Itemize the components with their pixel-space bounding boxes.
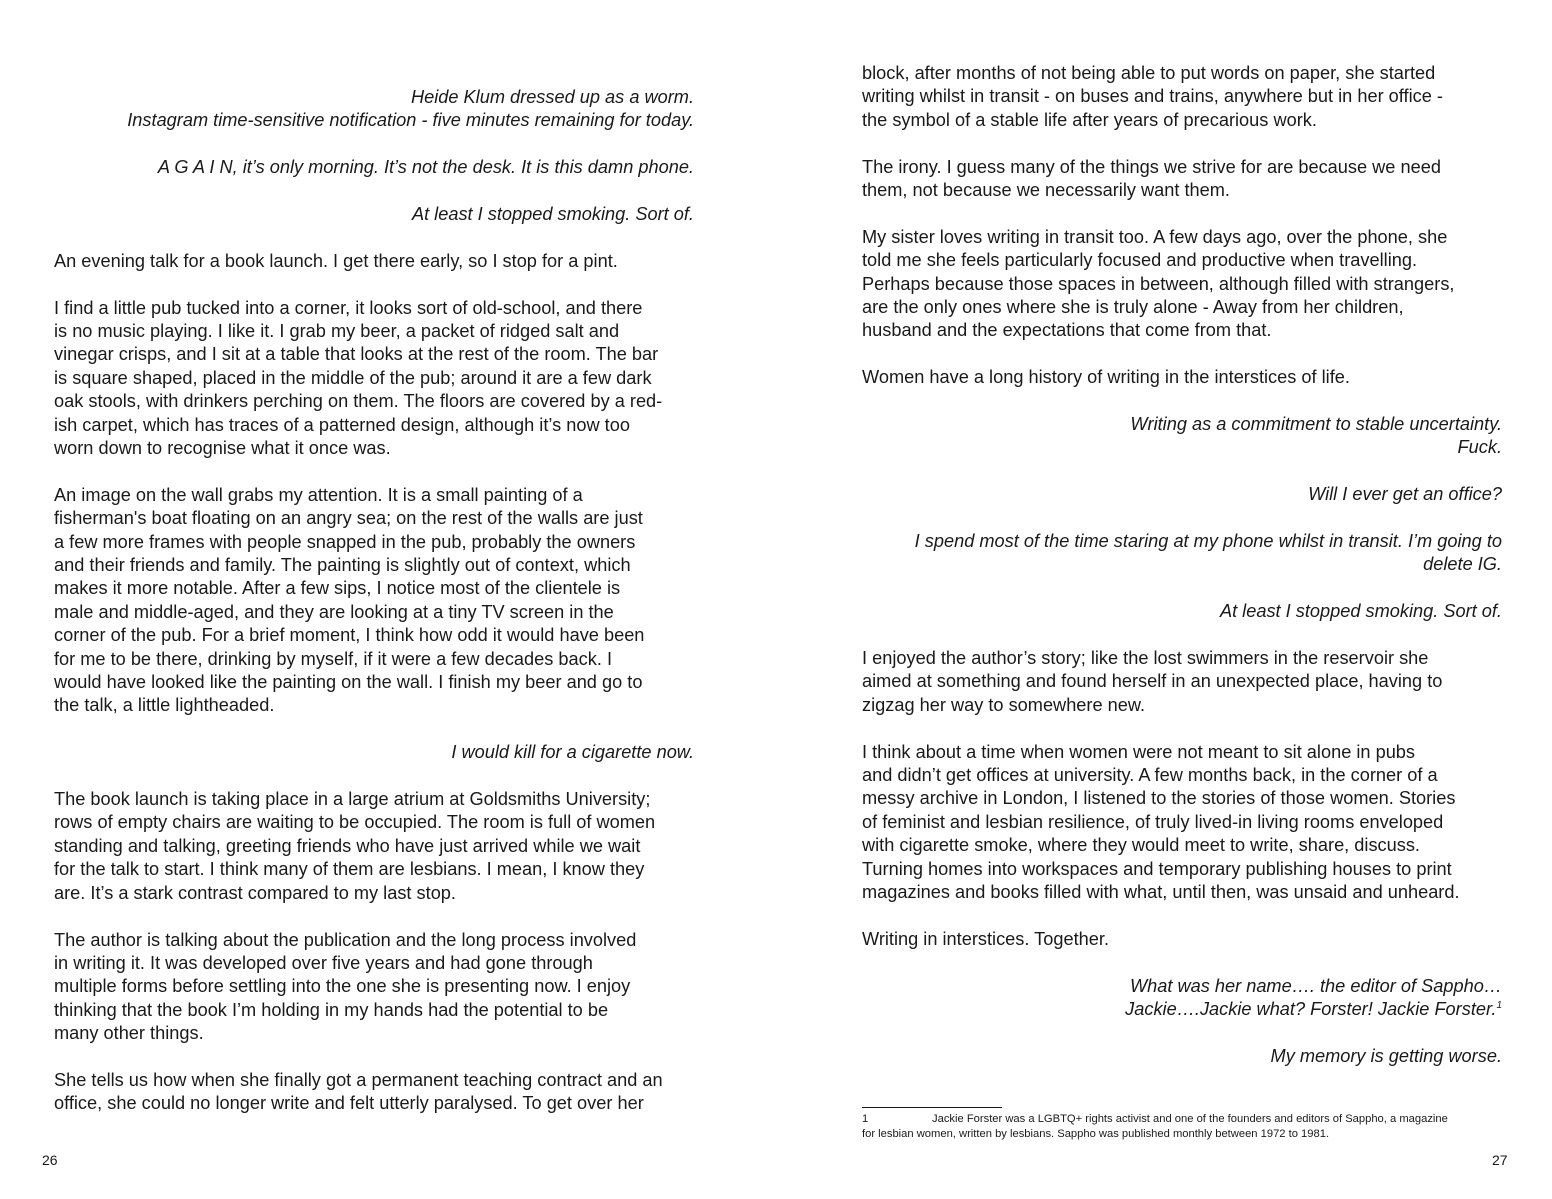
text-line: Perhaps because those spaces in between, although filled with strangers, [862, 273, 1455, 294]
text-line: makes it more notable. After a few sips, I notice most of the clientele is [54, 578, 621, 599]
text-line: many other things. [54, 1023, 204, 1044]
text-line: delete IG. [1423, 554, 1502, 575]
text-line: male and middle-aged, and they are looking at a tiny TV screen in the [54, 601, 614, 622]
footnote-reference[interactable]: 1 [1496, 1000, 1502, 1012]
text-line: a few more frames with people snapped in the pub, probably the owners [54, 531, 636, 552]
italic-aside [54, 741, 694, 764]
text-line: multiple forms before settling into the one she is presenting now. I enjoy [54, 976, 631, 997]
text-line: Writing as a commitment to stable uncertainty. [1130, 414, 1502, 435]
text-line: oak stools, with drinkers perching on them. The floors are covered by a red- [54, 391, 663, 412]
body-paragraph [54, 788, 694, 905]
text-line: What was her name…. the editor of Sappho… [1129, 975, 1502, 996]
text-line: thinking that the book I’m holding in my hands had the potential to be [54, 999, 609, 1020]
text-line: is no music playing. I like it. I grab my beer, a packet of ridged salt and [54, 321, 620, 341]
text-line: are. It’s a stark contrast compared to my last stop. [54, 882, 456, 903]
body-paragraph [862, 366, 1502, 389]
text-line: At least I stopped smoking. Sort of. [411, 204, 694, 224]
left-page-text-column [54, 86, 694, 1116]
text-line: and their friends and family. The painting is slightly out of context, which [54, 555, 631, 576]
text-line: At least I stopped smoking. Sort of. [1219, 601, 1502, 622]
body-paragraph [862, 156, 1502, 203]
body-paragraph [862, 741, 1502, 905]
body-paragraph [54, 250, 694, 273]
body-paragraph [862, 226, 1502, 343]
italic-aside [862, 413, 1502, 460]
text-line: I would kill for a cigarette now. [451, 742, 694, 763]
page-number-right: 27 [1492, 1152, 1508, 1168]
body-paragraph [54, 297, 694, 461]
body-paragraph [862, 647, 1502, 717]
text-line: Women have a long history of writing in the interstices of life. [862, 367, 1350, 388]
text-line: ish carpet, which has traces of a patterned design, although it’s now too [54, 414, 630, 435]
text-line: Will I ever get an office? [1308, 484, 1502, 505]
footnote-text-line: for lesbian women, written by lesbians. Sappho was published monthly between 1972 to 1981. [862, 1127, 1330, 1140]
body-paragraph [862, 62, 1502, 132]
text-line: vinegar crisps, and I sit at a table that looks at the rest of the room. The bar [54, 344, 659, 365]
text-line: for me to be there, drinking by myself, if it were a few decades back. I [54, 648, 613, 669]
text-line: writing whilst in transit - on buses and trains, anywhere but in her office - [862, 86, 1443, 107]
body-paragraph [862, 928, 1502, 951]
italic-aside [862, 600, 1502, 623]
italic-aside [862, 1045, 1502, 1068]
text-line: block, after months of not being able to put words on paper, she started [862, 63, 1436, 83]
footnote-divider [862, 1107, 1002, 1108]
text-line: I find a little pub tucked into a corner, it looks sort of old-school, and there [54, 297, 643, 318]
text-line: She tells us how when she finally got a permanent teaching contract and an [54, 1069, 663, 1090]
text-line: husband and the expectations that come from that. [862, 320, 1272, 341]
text-line: I enjoyed the author’s story; like the lost swimmers in the reservoir she [862, 648, 1429, 669]
text-line: Jackie….Jackie what? Forster! Jackie Forster. [1125, 999, 1497, 1020]
text-line: corner of the pub. For a brief moment, I think how odd it would have been [54, 625, 645, 646]
text-line: would have looked like the painting on the wall. I finish my beer and go to [54, 672, 643, 693]
text-line: is square shaped, placed in the middle of the pub; around it are a few dark [54, 367, 652, 388]
text-line: with cigarette smoke, where they would meet to write, share, discuss. [862, 835, 1420, 856]
body-paragraph [54, 1069, 694, 1116]
italic-aside [54, 156, 694, 179]
text-line: magazines and books filled with what, until then, was unsaid and unheard. [862, 882, 1460, 903]
footnote-text-line: Jackie Forster was a LGBTQ+ rights activist and one of the founders and editors of Sappho, a magazine [932, 1113, 1448, 1125]
text-line: of feminist and lesbian resilience, of truly lived-in living rooms enveloped [862, 811, 1444, 832]
text-line: The author is talking about the publication and the long process involved [54, 929, 637, 950]
text-line: for the talk to start. I think many of them are lesbians. I mean, I know they [54, 859, 645, 880]
text-line: I think about a time when women were not meant to sit alone in pubs [862, 741, 1416, 762]
text-line: rows of empty chairs are waiting to be occupied. The room is full of women [54, 812, 656, 833]
text-line: A G A I N, it’s only morning. It’s not the desk. It is this damn phone. [157, 157, 694, 178]
italic-aside [54, 86, 694, 133]
italic-aside [862, 530, 1502, 577]
page-number-left: 26 [42, 1152, 58, 1168]
text-line: Fuck. [1457, 437, 1502, 458]
text-line: The book launch is taking place in a large atrium at Goldsmiths University; [54, 789, 651, 810]
text-line: worn down to recognise what it once was. [54, 438, 391, 459]
right-page-text-column [862, 62, 1502, 1068]
text-line: messy archive in London, I listened to the stories of those women. Stories [862, 788, 1456, 809]
text-line: Instagram time-sensitive notification - five minutes remaining for today. [127, 110, 694, 131]
text-line: office, she could no longer write and felt utterly paralysed. To get over her [54, 1093, 644, 1114]
text-line: My sister loves writing in transit too. A few days ago, over the phone, she [862, 226, 1448, 247]
text-line: My memory is getting worse. [1270, 1045, 1502, 1066]
italic-aside [862, 483, 1502, 506]
text-line: Turning homes into workspaces and temporary publishing houses to print [862, 858, 1452, 879]
text-line: aimed at something and found herself in an unexpected place, having to [862, 671, 1443, 692]
text-line: An image on the wall grabs my attention. It is a small painting of a [54, 484, 583, 505]
text-line: told me she feels particularly focused and productive when travelling. [862, 250, 1418, 271]
italic-aside [54, 203, 694, 226]
text-line: The irony. I guess many of the things we strive for are because we need [862, 156, 1441, 177]
footnote-number: 1 [862, 1113, 869, 1125]
text-line: Writing in interstices. Together. [862, 928, 1109, 949]
text-line: I spend most of the time staring at my phone whilst in transit. I’m going to [914, 531, 1502, 552]
text-line: fisherman's boat floating on an angry sea; on the rest of the walls are just [54, 508, 643, 529]
italic-aside [862, 975, 1502, 1022]
text-line: the symbol of a stable life after years of precarious work. [862, 109, 1317, 130]
text-line: the talk, a little lightheaded. [54, 695, 275, 716]
right-page [776, 0, 1552, 1199]
text-line: them, not because we necessarily want them. [862, 180, 1230, 201]
text-line: standing and talking, greeting friends who have just arrived while we wait [54, 835, 641, 856]
body-paragraph [54, 484, 694, 718]
text-line: are the only ones where she is truly alone - Away from her children, [862, 297, 1404, 318]
text-line: An evening talk for a book launch. I get there early, so I stop for a pint. [54, 250, 618, 271]
footnote [862, 1112, 1502, 1141]
text-line: Heide Klum dressed up as a worm. [410, 87, 694, 107]
text-line: in writing it. It was developed over five years and had gone through [54, 952, 593, 973]
text-line: zigzag her way to somewhere new. [862, 694, 1146, 715]
body-paragraph [54, 929, 694, 1046]
text-line: and didn’t get offices at university. A few months back, in the corner of a [862, 765, 1438, 786]
